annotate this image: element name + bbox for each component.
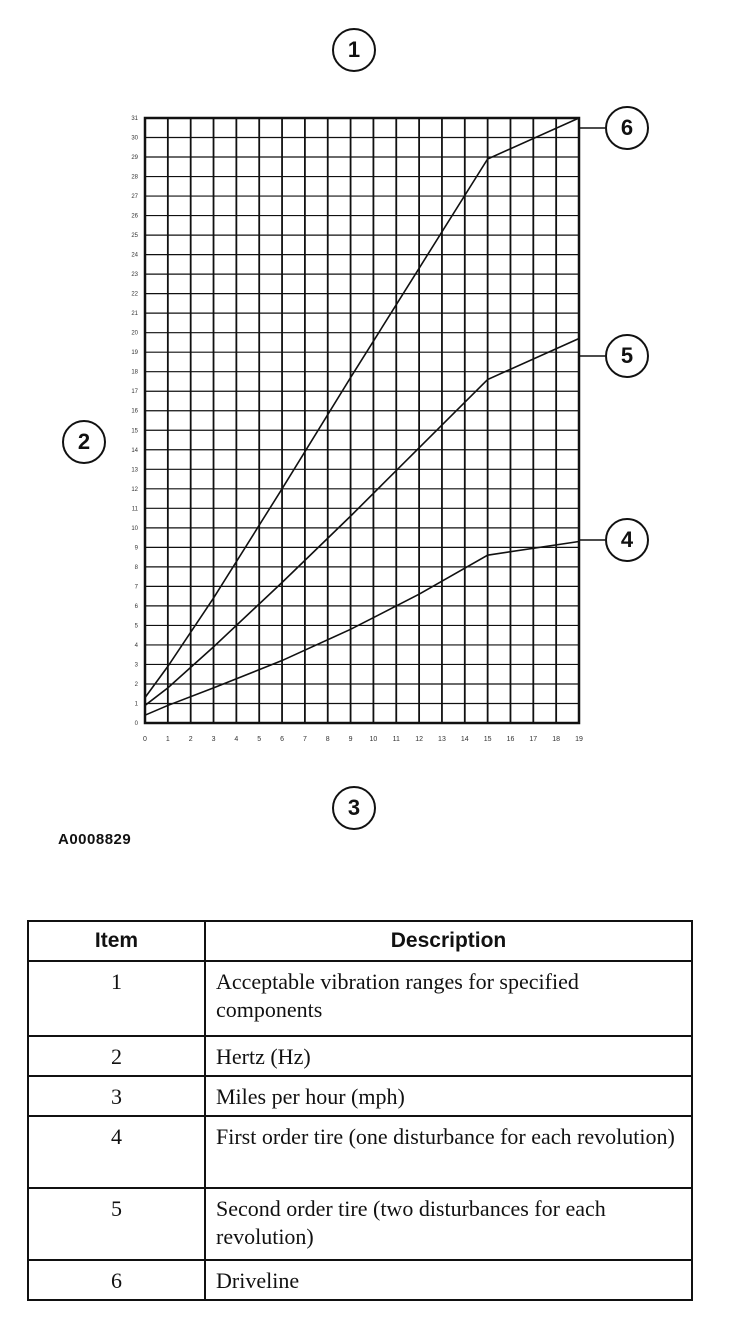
legend-row (28, 1260, 692, 1300)
x-tick-label: 5 (257, 736, 262, 743)
y-tick-label: 30 (131, 135, 138, 142)
series-line-5 (145, 339, 579, 706)
y-tick-label: 10 (131, 525, 138, 532)
legend-row (28, 1076, 692, 1116)
x-tick-label: 7 (302, 736, 307, 743)
x-tick-label: 15 (483, 736, 492, 743)
legend-item-description: Driveline (205, 1260, 692, 1300)
y-tick-label: 27 (131, 194, 138, 201)
y-tick-label: 1 (134, 701, 138, 708)
legend-item-description: Miles per hour (mph) (205, 1076, 692, 1116)
x-tick-label: 18 (552, 736, 561, 743)
y-tick-label: 29 (131, 155, 138, 162)
callout-5-label: 5 (620, 343, 634, 368)
y-tick-label: 15 (131, 428, 138, 435)
x-tick-label: 9 (348, 736, 353, 743)
legend-header-row (28, 921, 692, 961)
callout-6-label: 6 (620, 115, 634, 140)
y-tick-label: 25 (131, 233, 138, 240)
y-tick-label: 13 (131, 467, 138, 474)
x-tick-label: 1 (165, 736, 170, 743)
y-tick-label: 6 (134, 603, 138, 610)
y-tick-label: 0 (134, 721, 138, 727)
y-tick-label: 24 (131, 252, 138, 259)
legend-table (27, 920, 693, 1301)
y-tick-label: 28 (131, 174, 138, 181)
legend-row (28, 1116, 692, 1188)
series-line-6 (145, 118, 579, 698)
callout-2 (62, 420, 106, 464)
x-tick-label: 10 (369, 736, 378, 743)
plot-frame (145, 118, 579, 723)
chart-ticks (131, 116, 583, 743)
callout-3-label: 3 (347, 795, 361, 820)
callout-1 (332, 28, 376, 72)
callout-1-label: 1 (347, 37, 361, 62)
y-tick-label: 3 (134, 662, 138, 669)
y-tick-label: 19 (131, 350, 138, 357)
callout-4-label: 4 (620, 527, 634, 552)
legend-item-number: 5 (28, 1188, 205, 1260)
y-tick-label: 18 (131, 369, 138, 376)
legend-row (28, 1188, 692, 1260)
callout-2-label: 2 (77, 429, 91, 454)
y-tick-label: 9 (134, 545, 138, 552)
y-tick-label: 21 (131, 311, 138, 318)
legend-row (28, 961, 692, 1036)
legend-row (28, 1036, 692, 1076)
series-line-4 (145, 542, 579, 716)
y-tick-label: 22 (131, 291, 138, 298)
y-tick-label: 17 (131, 389, 138, 396)
x-tick-label: 2 (188, 736, 193, 743)
y-tick-label: 7 (134, 584, 138, 591)
figure-id: A0008829 (58, 831, 132, 848)
callout-leaders (579, 128, 605, 540)
y-tick-label: 8 (134, 564, 138, 571)
y-tick-label: 5 (134, 623, 138, 630)
y-tick-label: 12 (131, 486, 138, 493)
y-tick-label: 23 (131, 272, 138, 279)
callout-6 (605, 106, 649, 150)
legend-item-number: 6 (28, 1260, 205, 1300)
legend-item-description: Second order tire (two disturbances for each revolution) (205, 1188, 692, 1260)
legend-item-number: 4 (28, 1116, 205, 1188)
callout-4 (605, 518, 649, 562)
x-tick-label: 14 (460, 736, 469, 743)
chart-grid (145, 118, 579, 723)
x-tick-label: 8 (325, 736, 330, 743)
legend-item-number: 1 (28, 961, 205, 1036)
y-tick-label: 2 (134, 681, 138, 688)
legend-item-description: First order tire (one disturbance for each revolution) (205, 1116, 692, 1188)
legend-item-number: 2 (28, 1036, 205, 1076)
legend-item-number: 3 (28, 1076, 205, 1116)
x-tick-label: 12 (415, 736, 424, 743)
y-tick-label: 14 (131, 447, 138, 454)
y-tick-label: 20 (131, 330, 138, 337)
legend-item-description: Acceptable vibration ranges for specified components (205, 961, 692, 1036)
callout-5 (605, 334, 649, 378)
callout-3 (332, 786, 376, 830)
y-tick-label: 4 (134, 642, 138, 649)
x-tick-label: 19 (575, 736, 583, 743)
y-tick-label: 16 (131, 408, 138, 415)
x-tick-label: 16 (506, 736, 515, 743)
x-tick-label: 3 (211, 736, 216, 743)
legend-header-description: Description (205, 921, 692, 961)
y-tick-label: 11 (131, 506, 138, 513)
x-tick-label: 4 (234, 736, 239, 743)
x-tick-label: 17 (529, 736, 538, 743)
legend-header-item: Item (28, 921, 205, 961)
x-tick-label: 13 (438, 736, 446, 743)
y-tick-label: 31 (131, 116, 138, 122)
legend-item-description: Hertz (Hz) (205, 1036, 692, 1076)
x-tick-label: 0 (143, 736, 147, 743)
y-tick-label: 26 (131, 213, 138, 220)
x-tick-label: 6 (280, 736, 285, 743)
x-tick-label: 11 (392, 736, 400, 743)
